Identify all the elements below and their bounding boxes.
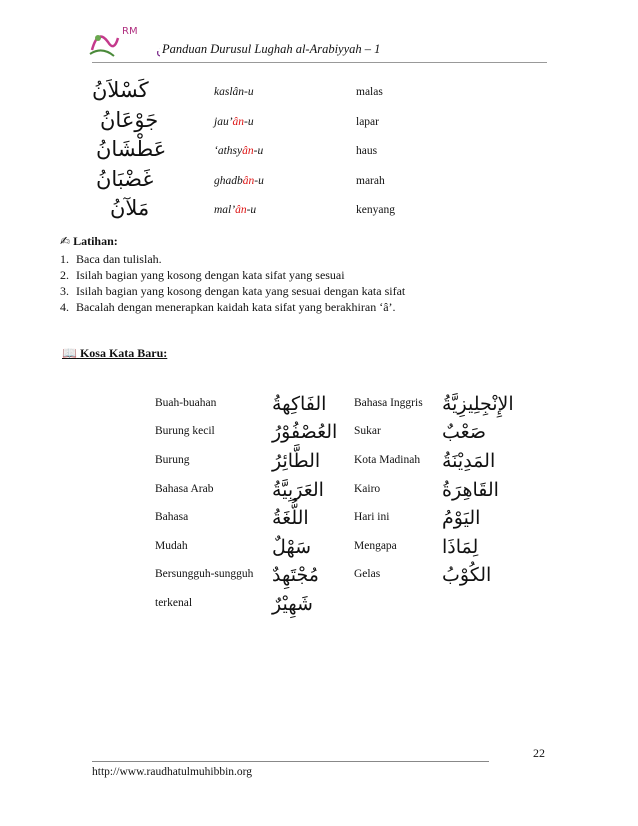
- book-icon: 📖: [62, 346, 77, 360]
- vocab-right-id-7: Gelas: [354, 568, 381, 580]
- vocab-left-ar-2: العُصْفُوْرُ: [272, 422, 338, 443]
- vocab-title: Kosa Kata Baru:: [79, 346, 168, 360]
- translit-pre: mal’: [214, 204, 236, 216]
- vocab-right-ar-5: اليَوْمُ: [442, 508, 481, 529]
- exercise-text: Baca dan tulislah.: [76, 252, 162, 266]
- footer-url[interactable]: http://www.raudhatulmuhibbin.org: [92, 766, 253, 778]
- page-number: 22: [533, 746, 545, 760]
- header-divider: [92, 62, 547, 63]
- form-meaning-5: kenyang: [356, 204, 395, 216]
- vocab-right-id-4: Kairo: [354, 483, 381, 495]
- translit-pre: jau’: [214, 116, 233, 128]
- vocab-left-id-4: Bahasa Arab: [155, 483, 214, 495]
- exercise-text: Isilah bagian yang kosong dengan kata sifat yang sesuai: [76, 268, 345, 282]
- form-meaning-4: marah: [356, 175, 385, 187]
- form-arabic-1: كَسْلاَنُ: [92, 78, 149, 102]
- header-title: Panduan Durusul Lughah al-Arabiyyah – 1: [162, 42, 381, 56]
- exercise-number: 3.: [60, 284, 69, 298]
- exercise-text: Bacalah dengan menerapkan kaidah kata sifat yang berakhiran ‘â’.: [76, 300, 396, 314]
- exercise-item-3: [60, 284, 405, 299]
- logo-graphic: [88, 20, 160, 62]
- vocab-left-ar-1: الفَاكِهةُ: [272, 394, 327, 415]
- vocab-left-ar-7: مُجْتَهِدٌ: [272, 565, 319, 586]
- form-translit-3: [214, 145, 263, 157]
- vocab-right-ar-1: الإِنْجِلِيزِيَّةُ: [442, 394, 514, 415]
- vocab-right-id-2: Sukar: [354, 425, 381, 437]
- vocab-right-ar-7: الكُوْبُ: [442, 565, 492, 586]
- vocab-left-id-2: Burung kecil: [155, 425, 215, 437]
- vocab-heading: [62, 346, 167, 361]
- vocab-right-ar-6: لِمَاذَا: [442, 537, 479, 558]
- form-translit-5: [214, 204, 256, 216]
- form-translit-4: [214, 175, 264, 187]
- translit-highlight: ân: [235, 204, 247, 216]
- form-arabic-4: غَضْبَانُ: [96, 167, 154, 191]
- footer-divider: [92, 761, 489, 762]
- form-meaning-1: malas: [356, 86, 383, 98]
- logo: [88, 20, 160, 62]
- exercise-item-1: [60, 252, 162, 267]
- exercise-text: Isilah bagian yang kosong dengan kata yang sesuai dengan kata sifat: [76, 284, 406, 298]
- exercise-title: Latihan:: [73, 234, 118, 248]
- translit-pre: ‘athsy: [214, 145, 243, 157]
- svg-text:RM: RM: [122, 26, 138, 37]
- translit-pre: kaslân-u: [214, 86, 254, 98]
- translit-highlight: ân: [242, 145, 254, 157]
- exercise-number: 1.: [60, 252, 69, 266]
- translit-pre: ghadb: [214, 175, 243, 187]
- vocab-left-id-3: Burung: [155, 454, 190, 466]
- vocab-right-ar-3: المَدِيْنَةُ: [442, 451, 496, 472]
- vocab-left-ar-4: العَرَبِيَّةُ: [272, 480, 324, 501]
- form-arabic-5: مَلآنُ: [110, 196, 150, 220]
- pencil-icon: ✍: [60, 234, 71, 248]
- vocab-left-id-6: Mudah: [155, 540, 188, 552]
- vocab-left-id-7: Bersungguh-sungguh: [155, 568, 254, 580]
- logo-text: [156, 42, 160, 58]
- form-translit-2: [214, 116, 254, 128]
- vocab-right-id-3: Kota Madinah: [354, 454, 421, 466]
- exercise-number: 2.: [60, 268, 69, 282]
- exercise-heading: [60, 234, 118, 249]
- vocab-left-id-8: terkenal: [155, 597, 193, 609]
- vocab-right-id-6: Mengapa: [354, 540, 397, 552]
- translit-post: -u: [244, 116, 254, 128]
- vocab-left-ar-3: الطَّائِرُ: [272, 451, 321, 472]
- vocab-right-id-1: Bahasa Inggris: [354, 397, 423, 409]
- vocab-left-id-5: Bahasa: [155, 511, 189, 523]
- vocab-left-ar-6: سَهْلٌ: [272, 537, 312, 558]
- form-meaning-3: haus: [356, 145, 378, 157]
- exercise-item-2: [60, 268, 345, 283]
- vocab-right-id-5: Hari ini: [354, 511, 390, 523]
- translit-post: -u: [253, 145, 264, 157]
- exercise-number: 4.: [60, 300, 69, 314]
- vocab-right-ar-2: صَعْبٌ: [442, 422, 486, 443]
- vocab-left-id-1: Buah-buahan: [155, 397, 217, 409]
- form-meaning-2: lapar: [356, 116, 379, 128]
- translit-highlight: ân: [232, 116, 245, 128]
- vocab-left-ar-5: اللُّغَةُ: [272, 508, 309, 529]
- vocab-left-ar-8: شَهِيْرٌ: [272, 594, 313, 615]
- translit-highlight: ân: [242, 175, 255, 187]
- exercise-item-4: [60, 300, 396, 315]
- form-arabic-3: عَطْشَانُ: [96, 137, 167, 161]
- vocab-right-ar-4: القَاهِرَةُ: [442, 480, 499, 501]
- translit-post: -u: [246, 204, 257, 216]
- form-arabic-2: جَوْعَانُ: [100, 108, 159, 132]
- translit-post: -u: [254, 175, 264, 187]
- form-translit-1: [214, 86, 254, 98]
